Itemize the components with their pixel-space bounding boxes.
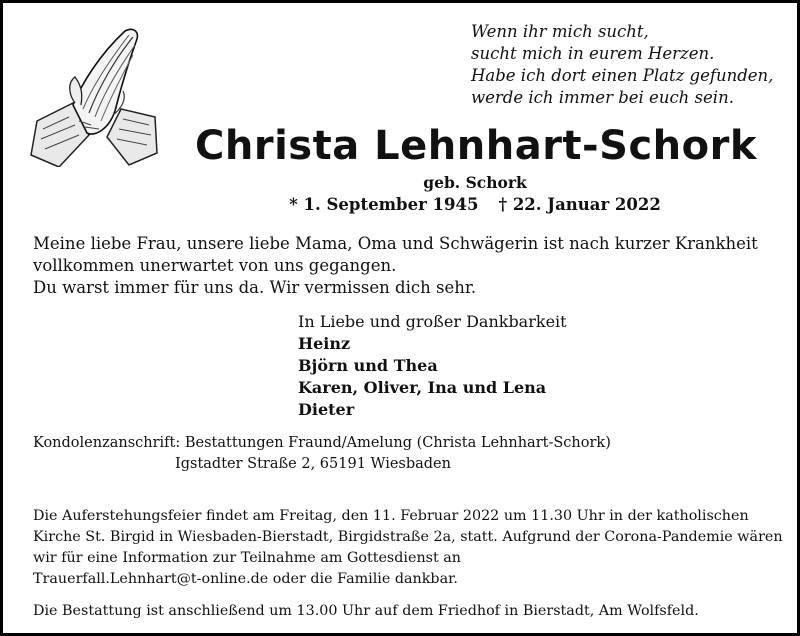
mourner-name: Karen, Oliver, Ina und Lena [298, 378, 547, 397]
ceremony-info [33, 506, 783, 590]
poem-line: sucht mich in eurem Herzen. [471, 44, 715, 63]
condolence-address [33, 433, 773, 475]
mourner-name: Dieter [298, 400, 355, 419]
ceremony-line: Kirche St. Birgid in Wiesbaden-Bierstadt, Birgidstraße 2a, statt. Aufgrund der Corona-Pandemie wären [33, 529, 783, 545]
message-line: Meine liebe Frau, unsere liebe Mama, Oma und Schwägerin ist nach kurzer Krankheit [33, 234, 758, 253]
poem-line: Habe ich dort einen Platz gefunden, [471, 66, 774, 85]
mourners-intro: In Liebe und großer Dankbarkeit [298, 312, 567, 331]
burial-info: Die Bestattung ist anschließend um 13.00 Uhr auf dem Friedhof in Bierstadt, Am Wolfsfeld. [33, 603, 699, 619]
birth-date: * 1. September 1945 [289, 195, 479, 214]
poem-line: werde ich immer bei euch sein. [471, 88, 734, 107]
life-dates [3, 195, 797, 214]
condolence-line: Kondolenzanschrift: Bestattungen Fraund/Amelung (Christa Lehnhart-Schork) [33, 435, 611, 451]
birth-name: geb. Schork [423, 173, 527, 192]
poem-line: Wenn ihr mich sucht, [471, 22, 649, 41]
ceremony-line: Die Auferstehungsfeier findet am Freitag, den 11. Februar 2022 um 11.30 Uhr in der katholischen [33, 508, 749, 524]
mourner-name: Heinz [298, 334, 351, 353]
mourners [298, 311, 718, 421]
poem-verse [471, 21, 791, 109]
death-date: † 22. Januar 2022 [498, 195, 661, 214]
farewell-message [33, 233, 773, 299]
ceremony-line: Trauerfall.Lehnhart@t-online.de oder die Familie dankbar. [33, 571, 458, 587]
deceased-name: Christa Lehnhart-Schork [195, 123, 757, 169]
message-line: Du warst immer für uns da. Wir vermissen dich sehr. [33, 278, 477, 297]
mourner-name: Björn und Thea [298, 356, 438, 375]
message-line: vollkommen unerwartet von uns gegangen. [33, 256, 397, 275]
condolence-street: Igstadter Straße 2, 65191 Wiesbaden [175, 456, 451, 472]
ceremony-line: wir für eine Information zur Teilnahme am Gottesdienst an [33, 550, 462, 566]
